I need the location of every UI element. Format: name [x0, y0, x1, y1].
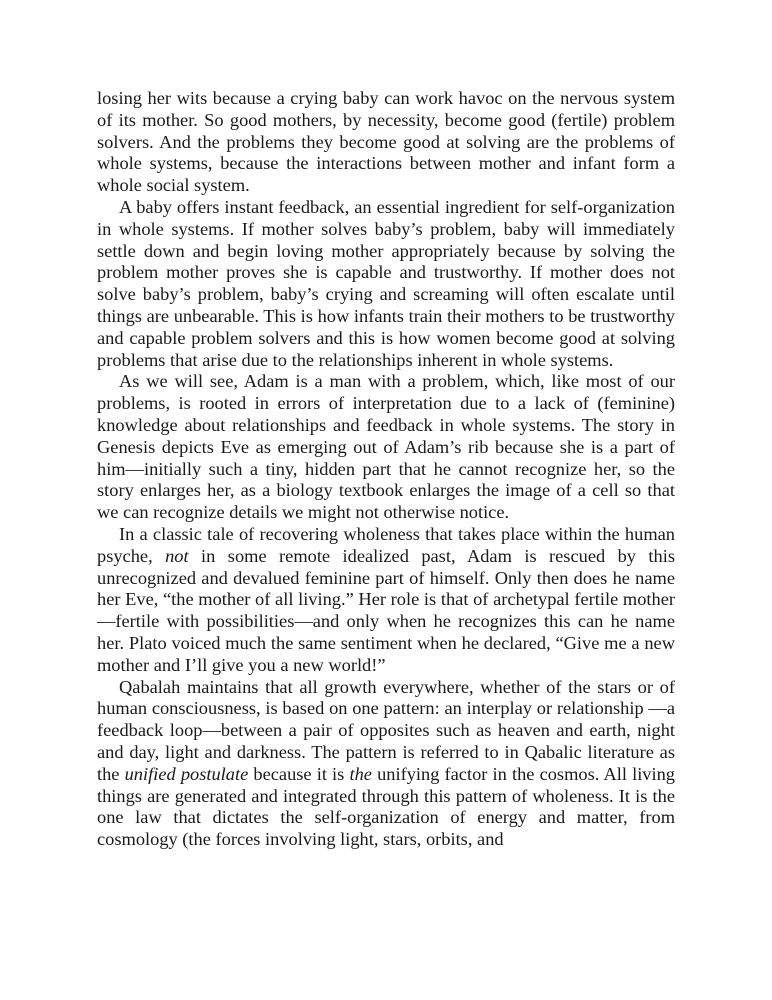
paragraph-1-text: losing her wits because a crying baby can work havoc on the nervous system of its mother. So good mothers, by necessity, become good (fertile) problem solvers. And the problems they become good at solving are the problems of whole systems, because the interactions between mother and infant form a whole social system. — [97, 88, 675, 196]
paragraph-5-italic-unified-postulate: unified postulate — [124, 763, 249, 784]
paragraph-4 — [97, 524, 675, 677]
paragraph-2-text: A baby offers instant feedback, an essential ingredient for self-organization in whole systems. If mother solves baby’s problem, baby will immediately settle down and begin loving mother appropriately because by solving the problem mother proves she is capable and trustworthy. If mother does not solve baby’s problem, baby’s crying and screaming will often escalate until things are unbearable. This is how infants train their mothers to be trustworthy and capable problem solvers and this is how women become good at solving problems that arise due to the relationships inherent in whole systems. — [97, 196, 675, 370]
paragraph-4-italic-not: not — [165, 545, 189, 566]
paragraph-4-text-a: In a classic tale of recovering wholeness that takes place within the human psyche, — [97, 523, 675, 566]
paragraph-5-italic-the: the — [349, 763, 372, 784]
paragraph-5-text-a: Qabalah maintains that all growth everywhere, whether of the stars or of human consciousness, is based on one pattern: an interplay or relationship —a feedback loop—between a pair of opposites such as heaven and earth, night and day, light and darkness. The pattern is referred to in Qabalic literature as the — [97, 676, 675, 784]
paragraph-2 — [97, 197, 675, 371]
paragraph-5 — [97, 677, 675, 851]
book-page-body — [97, 88, 675, 851]
paragraph-1 — [97, 88, 675, 197]
paragraph-3-text: As we will see, Adam is a man with a problem, which, like most of our problems, is rooted in errors of interpretation due to a lack of (feminine) knowledge about relationships and feedback in whole systems. The story in Genesis depicts Eve as emerging out of Adam’s rib because she is a part of him—initially such a tiny, hidden part that he cannot recognize her, so the story enlarges her, as a biology textbook enlarges the image of a cell so that we can recognize details we might not otherwise notice. — [97, 371, 675, 523]
paragraph-5-text-c: unifying factor in the cosmos. All living things are generated and integrated through this pattern of wholeness. It is the one law that dictates the self-organization of energy and matter, from cosmology (the forces involving light, stars, orbits, and — [97, 763, 675, 850]
paragraph-4-text-b: in some remote idealized past, Adam is rescued by this unrecognized and devalued feminine part of himself. Only then does he name her Eve, “the mother of all living.” Her role is that of archetypal fertile mother—fertile with possibilities—and only when he recognizes this can he name her. Plato voiced much the same sentiment when he declared, “Give me a new mother and I’ll give you a new world!” — [97, 545, 676, 675]
paragraph-3 — [97, 371, 675, 524]
paragraph-5-text-b: because it is — [248, 763, 350, 784]
